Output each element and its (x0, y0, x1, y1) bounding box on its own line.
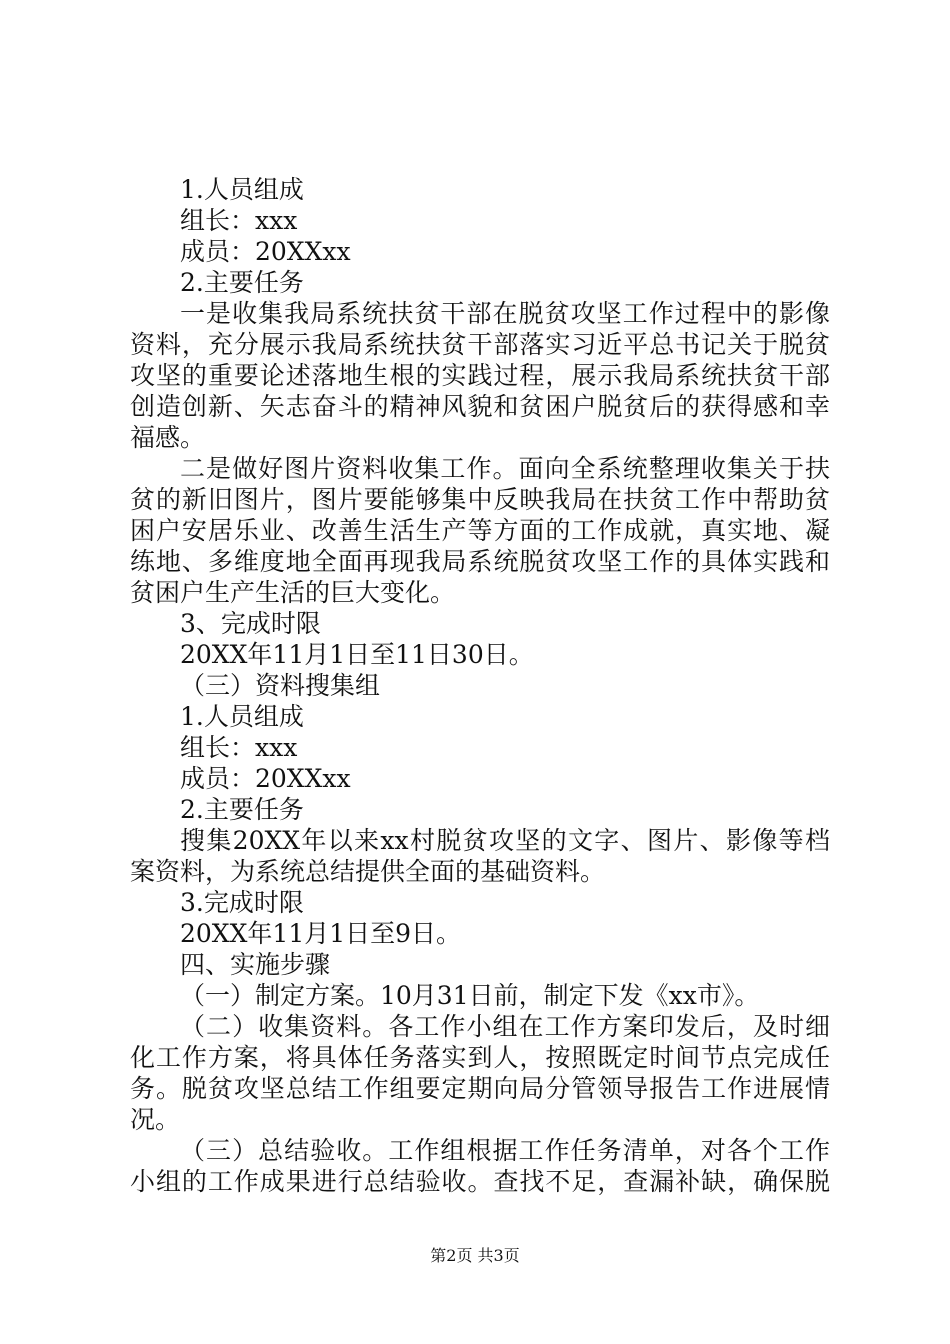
heading-main-tasks: 2.主要任务 (180, 795, 304, 824)
paragraph-line: 困户安居乐业、改善生活生产等方面的工作成就，真实地、凝 (130, 516, 830, 545)
group-leader-line: 组长：xxx (180, 206, 298, 235)
paragraph-line: 贫困户生产生活的巨大变化。 (130, 578, 456, 607)
heading-collection-group: （三）资料搜集组 (180, 671, 381, 700)
paragraph-line: 案资料，为系统总结提供全面的基础资料。 (130, 857, 606, 886)
paragraph-line: 二是做好图片资料收集工作。面向全系统整理收集关于扶 (180, 454, 830, 483)
paragraph-line: （一）制定方案。10月31日前，制定下发《xx市》。 (180, 981, 760, 1010)
paragraph-line: 搜集20XX年以来xx村脱贫攻坚的文字、图片、影像等档 (180, 826, 830, 855)
heading-staffing: 1.人员组成 (180, 702, 304, 731)
paragraph-line: 况。 (130, 1105, 181, 1134)
paragraph-line: （二）收集资料。各工作小组在工作方案印发后，及时细 (180, 1012, 830, 1041)
page-number-footer: 第2页 共3页 (430, 1246, 520, 1265)
group-leader-line: 组长：xxx (180, 733, 298, 762)
paragraph-line: 务。脱贫攻坚总结工作组要定期向局分管领导报告工作进展情 (130, 1074, 830, 1103)
paragraph-line: 小组的工作成果进行总结验收。查找不足，查漏补缺，确保脱 (130, 1167, 830, 1196)
heading-deadline: 3.完成时限 (180, 888, 304, 917)
deadline-line: 20XX年11月1日至9日。 (180, 919, 462, 948)
heading-implementation-steps: 四、实施步骤 (180, 950, 331, 979)
paragraph-line: 贫的新旧图片，图片要能够集中反映我局在扶贫工作中帮助贫 (130, 485, 830, 514)
heading-staffing: 1.人员组成 (180, 175, 304, 204)
paragraph-line: 资料，充分展示我局系统扶贫干部落实习近平总书记关于脱贫 (130, 330, 830, 359)
deadline-line: 20XX年11月1日至11日30日。 (180, 640, 534, 669)
heading-deadline: 3、完成时限 (180, 609, 321, 638)
paragraph-line: 福感。 (130, 423, 206, 452)
document-body (130, 174, 830, 1197)
members-line: 成员：20XXxx (180, 237, 351, 266)
paragraph-line: 一是收集我局系统扶贫干部在脱贫攻坚工作过程中的影像 (180, 299, 830, 328)
heading-main-tasks: 2.主要任务 (180, 268, 304, 297)
paragraph-line: 创造创新、矢志奋斗的精神风貌和贫困户脱贫后的获得感和幸 (130, 392, 830, 421)
members-line: 成员：20XXxx (180, 764, 351, 793)
paragraph-line: 练地、多维度地全面再现我局系统脱贫攻坚工作的具体实践和 (130, 547, 830, 576)
paragraph-line: （三）总结验收。工作组根据工作任务清单，对各个工作 (180, 1136, 830, 1165)
paragraph-line: 化工作方案，将具体任务落实到人，按照既定时间节点完成任 (130, 1043, 830, 1072)
paragraph-line: 攻坚的重要论述落地生根的实践过程，展示我局系统扶贫干部 (130, 361, 830, 390)
